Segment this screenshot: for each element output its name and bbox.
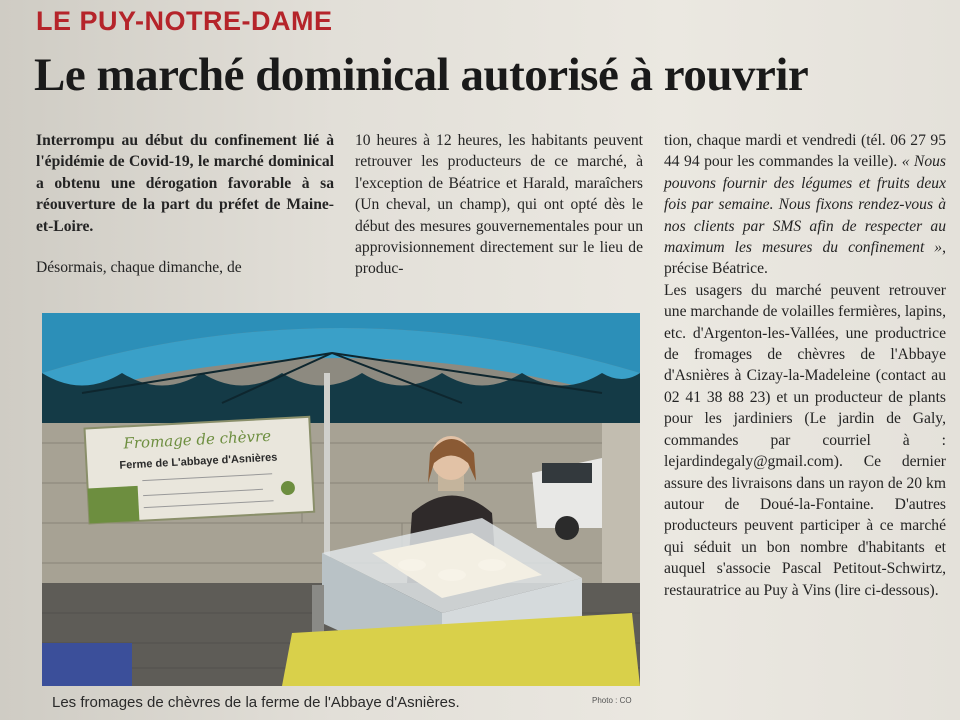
sign-line-1: Fromage de chèvre bbox=[123, 426, 272, 453]
sign-line-2: Ferme de L'abbaye d'Asnières bbox=[119, 451, 278, 472]
farm-sign bbox=[85, 417, 315, 524]
body-paragraph-quote bbox=[664, 130, 946, 280]
column-1 bbox=[36, 130, 334, 278]
market-stall-photo bbox=[42, 313, 640, 686]
text-run: , précise Béatrice. bbox=[664, 239, 946, 278]
body-paragraph: Désormais, chaque dimanche, de bbox=[36, 259, 242, 277]
body-paragraph: Les usagers du marché peuvent retrouver une marchande de volailles fermières, lapins, etc. d'Argenton-les-Vallées, une productrice de fromages de chèvres de l'Abbaye d'Asnières à Cizay-la-Madeleine (contact au 02 41 38 88 23) et un producteur de plants pour les jardiniers (Le jardin de Galy, commandes par courriel à : lejardindegaly@gmail.com). Ce dernier assure des livraisons dans un rayon de 20 km autour de Doué-la-Fontaine. D'autres producteurs peuvent participer à ce marché qui séduit un bon nombre d'habitants et auquel s'associe Pascal Petitout-Schwirtz, restauratrice au Puy à Vins (lire ci-dessous). bbox=[664, 281, 946, 599]
text-run: tion, chaque mardi et vendredi (tél. 06 27 95 44 94 pour les commandes la veille). bbox=[664, 132, 946, 171]
quote: « Nous pouvons fournir des légumes et fruits deux fois par semaine. Nous fixons rendez-vous à nos clients par SMS afin de respecter au maximum les mesures du confinement » bbox=[664, 153, 946, 257]
section-kicker: LE PUY-NOTRE-DAME bbox=[36, 6, 333, 36]
column-3 bbox=[664, 130, 946, 601]
photo-credit: Photo : CO bbox=[592, 696, 632, 705]
photo-caption: Les fromages de chèvres de la ferme de l'Abbaye d'Asnières. bbox=[52, 694, 460, 711]
photo-illustration bbox=[42, 313, 640, 686]
column-2 bbox=[355, 130, 643, 280]
headline: Le marché dominical autorisé à rouvrir bbox=[34, 49, 809, 101]
lead-paragraph: Interrompu au début du confinement lié à l'épidémie de Covid-19, le marché dominical a obtenu une dérogation favorable à sa réouverture de la part du préfet de Maine-et-Loire. bbox=[36, 132, 334, 235]
body-paragraph: 10 heures à 12 heures, les habitants peuvent retrouver les producteurs de ce marché, à l'exception de Béatrice et Harald, maraîchers (Un cheval, un champ), qui ont opté dès le début des mesures gouvernementales pour un approvisionnement directement sur le lieu de produc- bbox=[355, 132, 643, 278]
